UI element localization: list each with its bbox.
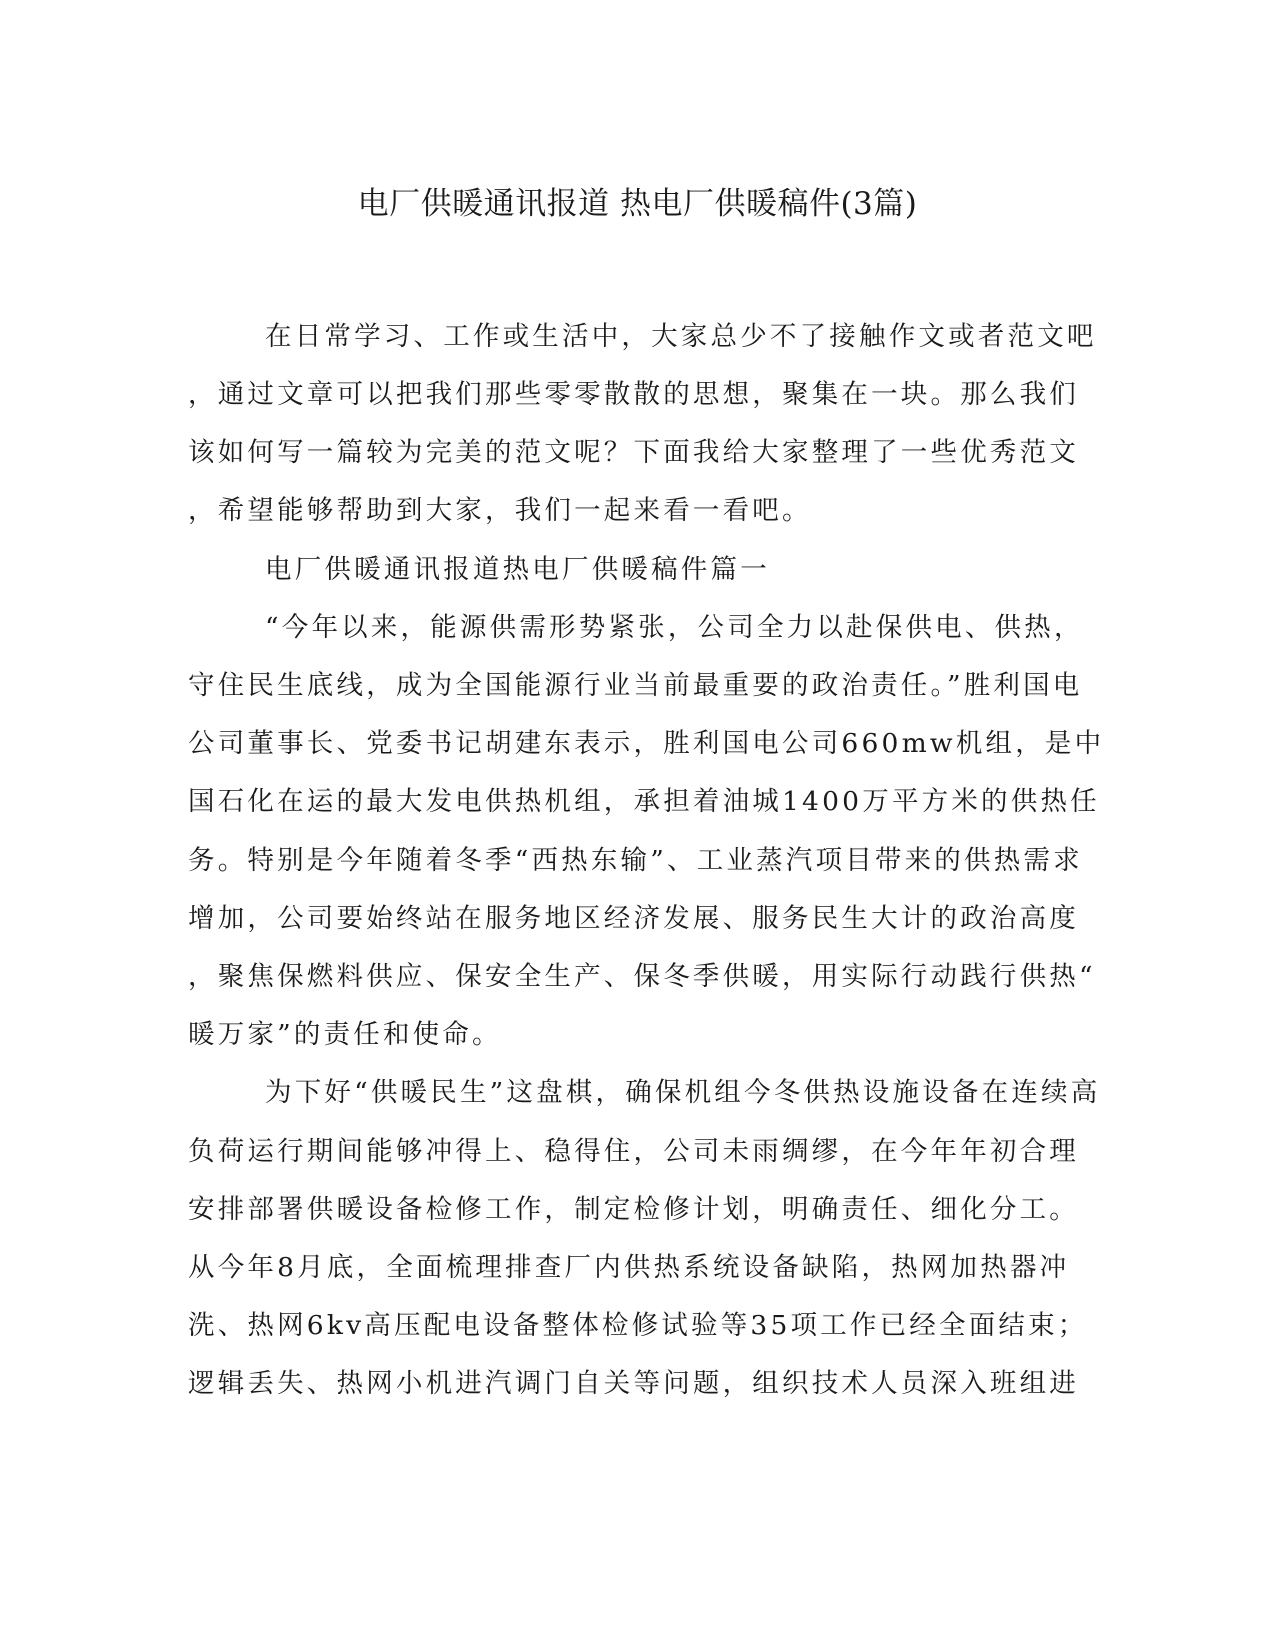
document-title: 电厂供暖通讯报道 热电厂供暖稿件(3篇) [357, 186, 918, 222]
text-line: 安排部署供暖设备检修工作，制定检修计划，明确责任、细化分工。 [188, 1194, 1079, 1225]
text-line: 务。特别是今年随着冬季“西热东输”、工业蒸汽项目带来的供热需求 [188, 845, 1083, 876]
text-line: 该如何写一篇较为完美的范文呢？下面我给大家整理了一些优秀范文 [188, 437, 1079, 468]
text-line: 增加，公司要始终站在服务地区经济发展、服务民生大计的政治高度 [188, 903, 1079, 934]
text-line: ，希望能够帮助到大家，我们一起来看一看吧。 [188, 495, 812, 526]
text-line: “今年以来，能源供需形势紧张，公司全力以赴保供电、供热， [265, 612, 1084, 643]
text-line: 为下好“供暖民生”这盘棋，确保机组今冬供热设施设备在连续高 [265, 1077, 1101, 1108]
text-line: ，聚焦保燃料供应、保安全生产、保冬季供暖，用实际行动践行供热“ [188, 961, 1096, 992]
text-line: 暖万家”的责任和使命。 [188, 1019, 502, 1050]
text-line: 负荷运行期间能够冲得上、稳得住，公司未雨绸缪，在今年年初合理 [188, 1136, 1079, 1167]
section-heading: 电厂供暖通讯报道热电厂供暖稿件篇一 [265, 554, 770, 585]
text-line: ，通过文章可以把我们那些零零散散的思想，聚集在一块。那么我们 [188, 379, 1079, 410]
text-line: 公司董事长、党委书记胡建东表示，胜利国电公司660mw机组，是中 [188, 728, 1105, 759]
text-line: 逻辑丢失、热网小机进汽调门自关等问题，组织技术人员深入班组进 [188, 1368, 1079, 1399]
text-line: 在日常学习、工作或生活中，大家总少不了接触作文或者范文吧 [265, 321, 1097, 352]
text-line: 守住民生底线，成为全国能源行业当前最重要的政治责任。”胜利国电 [188, 670, 1083, 701]
text-line: 国石化在运的最大发电供热机组，承担着油城1400万平方米的供热任 [188, 786, 1100, 817]
text-line: 从今年8月底，全面梳理排查厂内供热系统设备缺陷，热网加热器冲 [188, 1252, 1070, 1283]
text-line: 洗、热网6kv高压配电设备整体检修试验等35项工作已经全面结束； [188, 1310, 1088, 1341]
